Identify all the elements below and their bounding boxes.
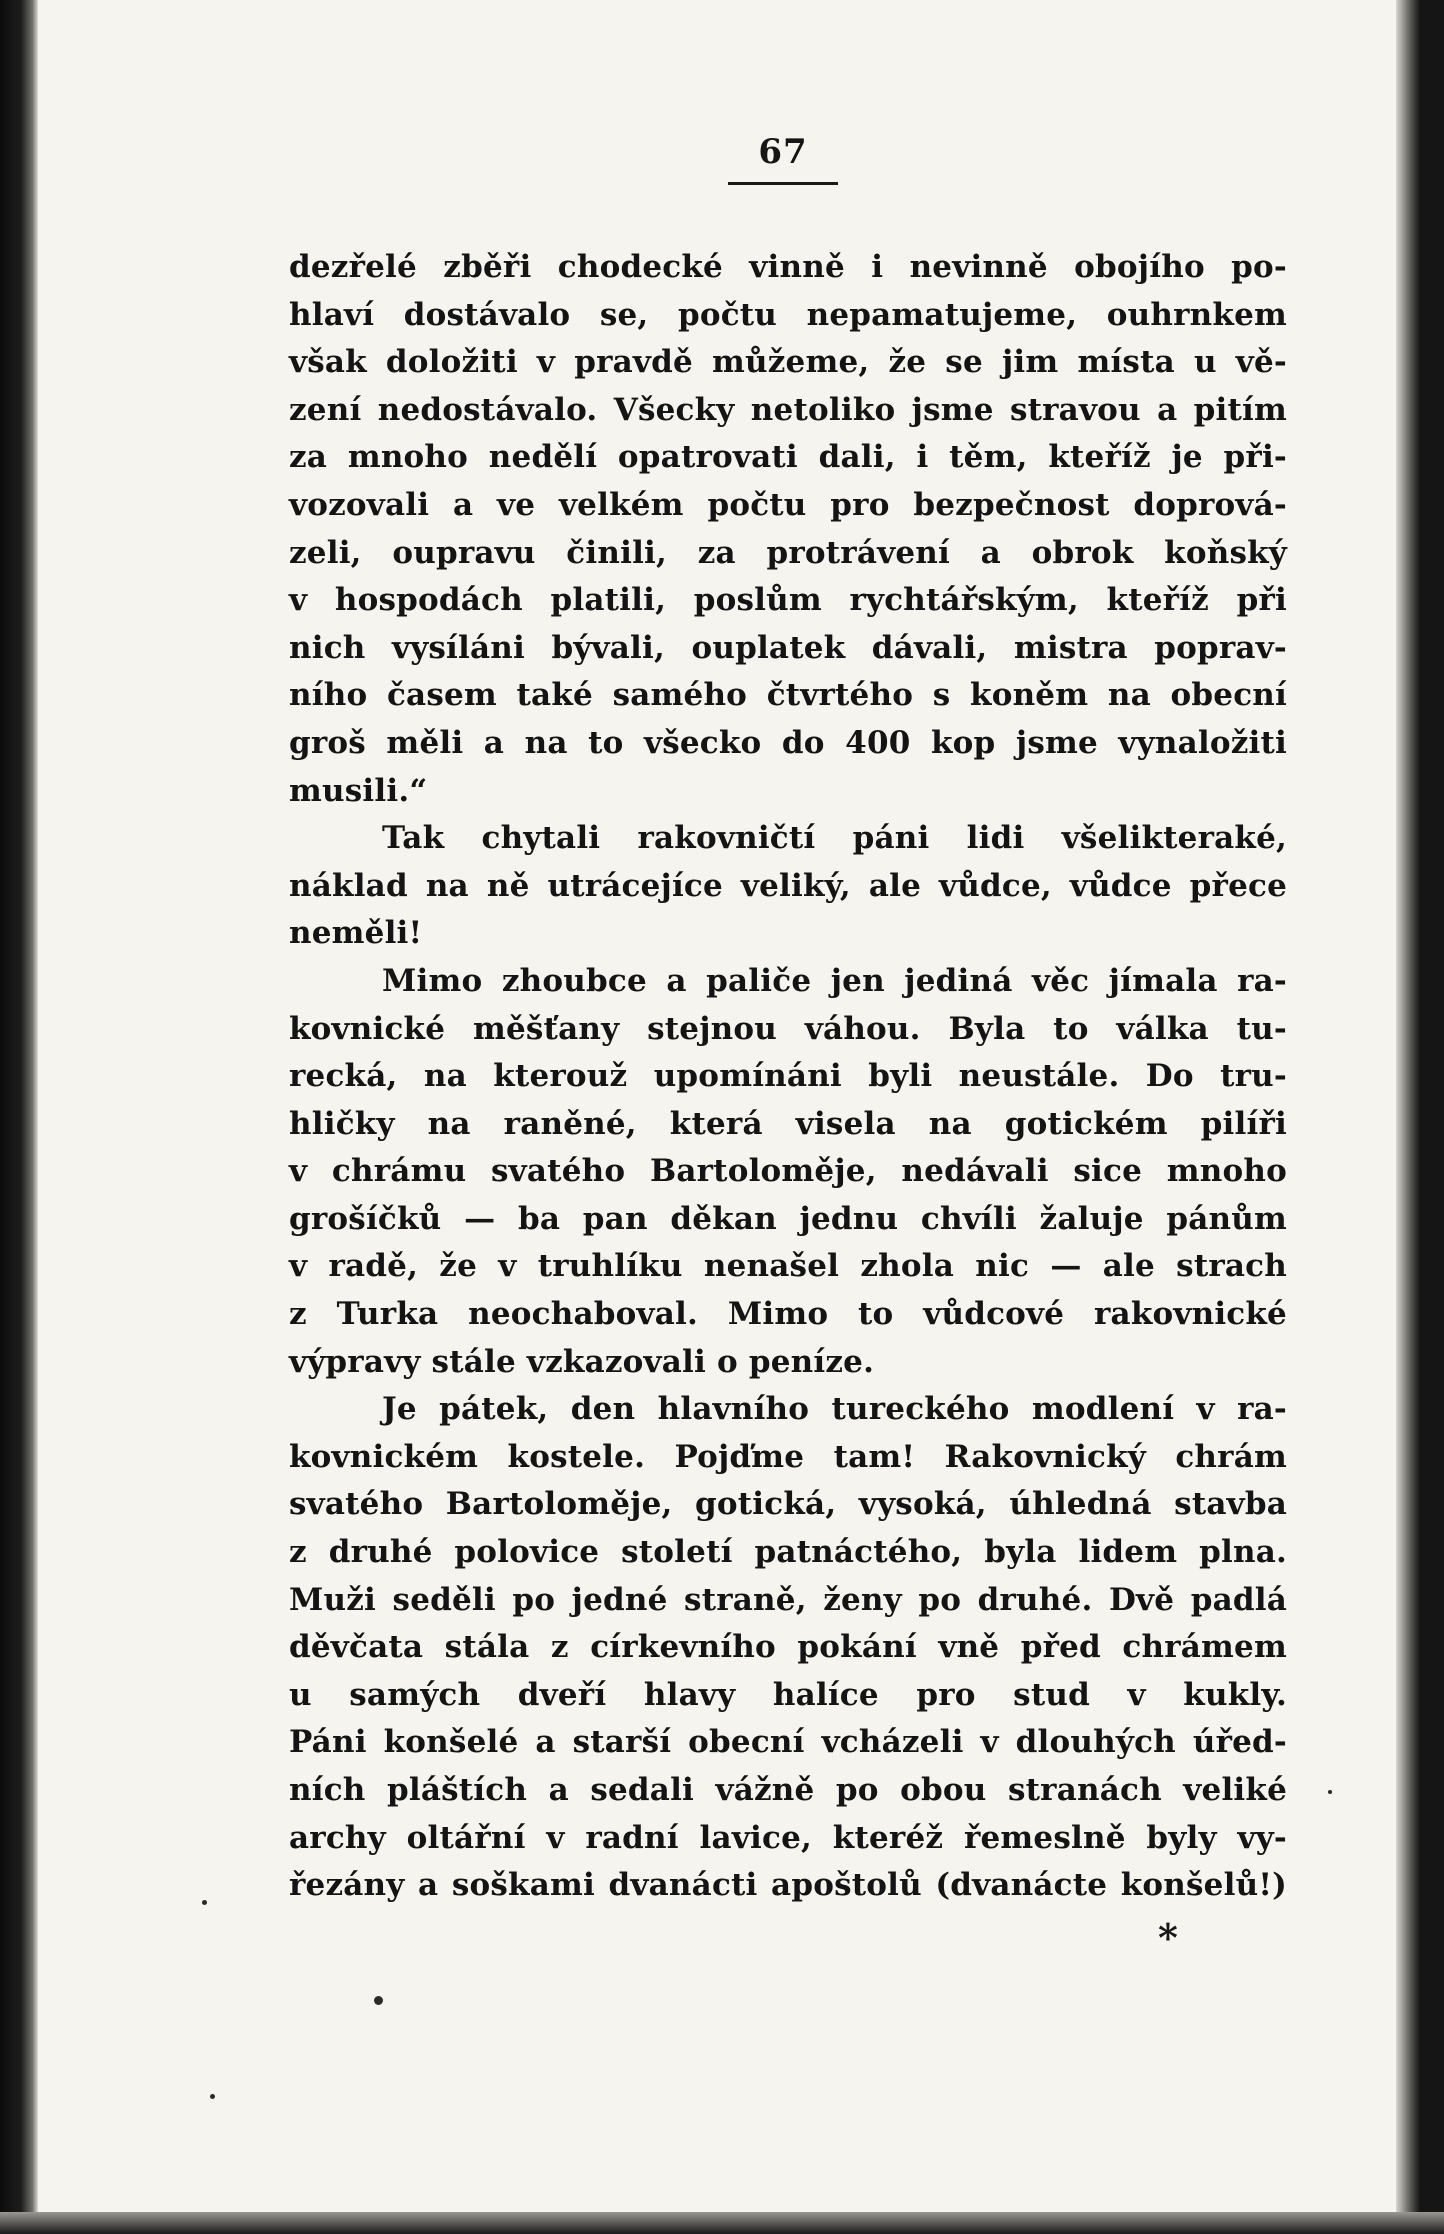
text-line: zení nedostávalo. Všecky netoliko jsme stravou a pitím — [289, 391, 1287, 428]
scan-speck — [202, 1900, 207, 1905]
scan-speck — [210, 2094, 215, 2099]
text-line: Je pátek, den hlavního tureckého modlení v ra- — [382, 1391, 1287, 1428]
text-line: z Turka neochaboval. Mimo to vůdcové rakovnické — [289, 1296, 1287, 1333]
book-spine-shadow — [0, 0, 38, 2234]
text-line: neměli! — [289, 915, 423, 952]
text-line: Muži seděli po jedné straně, ženy po druhé. Dvě padlá — [289, 1581, 1287, 1618]
text-line: Páni konšelé a starší obecní vcházeli v dlouhých úřed- — [289, 1724, 1287, 1761]
text-line: řezány a soškami dvanácti apoštolů (dvanácte konšelů!) — [289, 1867, 1287, 1904]
footer-asterisk: * — [1158, 1915, 1178, 1960]
text-line: dezřelé zběři chodecké vinně i nevinně obojího po- — [289, 249, 1287, 285]
page-edge-shadow — [1396, 0, 1420, 2234]
text-line: zeli, oupravu činili, za protrávení a obrok koňský — [289, 534, 1287, 571]
text-line: archy oltářní v radní lavice, kteréž řemeslně byly vy- — [289, 1819, 1287, 1856]
text-line: musili.“ — [289, 772, 428, 809]
text-line: Tak chytali rakovničtí páni lidi všelikteraké, — [382, 820, 1287, 857]
text-line: výpravy stále vzkazovali o peníze. — [289, 1343, 875, 1380]
text-line: u samých dveří hlavy halíce pro stud v kukly. — [289, 1676, 1287, 1713]
scan-speck — [1328, 1790, 1332, 1794]
text-line: nich vysíláni bývali, ouplatek dávali, mistra poprav- — [289, 629, 1287, 666]
text-line: kovnické měšťany stejnou váhou. Byla to válka tu- — [289, 1010, 1287, 1047]
text-line: grošíčků — ba pan děkan jednu chvíli žaluje pánům — [289, 1200, 1287, 1237]
page-number: 67 — [758, 132, 808, 172]
page-number-rule — [728, 182, 838, 185]
text-line: groš měli a na to všecko do 400 kop jsme vynaložiti — [289, 724, 1287, 761]
text-line: z druhé polovice století patnáctého, byla lidem plna. — [289, 1534, 1287, 1571]
bottom-edge-shadow — [0, 2212, 1444, 2234]
text-line: recká, na kterouž upomínáni byli neustále. Do tru- — [289, 1058, 1287, 1095]
text-line: však doložiti v pravdě můžeme, že se jim místa u vě- — [289, 344, 1287, 381]
text-line: v hospodách platili, poslům rychtářským, kteříž při — [289, 582, 1287, 619]
text-line: za mnoho nedělí opatrovati dali, i těm, kteříž je při- — [289, 439, 1287, 476]
book-page — [38, 0, 1420, 2234]
text-line: v radě, že v truhlíku nenašel zhola nic — ale strach — [289, 1248, 1287, 1285]
text-line: kovnickém kostele. Pojďme tam! Rakovnický chrám — [289, 1438, 1287, 1475]
text-line: ních pláštích a sedali vážně po obou stranách veliké — [289, 1772, 1287, 1808]
text-line: hličky na raněné, která visela na gotickém pilíři — [289, 1105, 1287, 1142]
body-text — [289, 244, 1287, 1910]
scan-speck — [374, 1996, 383, 2005]
text-line: svatého Bartoloměje, gotická, vysoká, úhledná stavba — [289, 1486, 1287, 1523]
text-line: v chrámu svatého Bartoloměje, nedávali sice mnoho — [289, 1153, 1287, 1190]
text-line: hlaví dostávalo se, počtu nepamatujeme, ouhrnkem — [289, 296, 1287, 333]
text-line: náklad na ně utrácejíce veliký, ale vůdce, vůdce přece — [289, 867, 1287, 904]
text-line: Mimo zhoubce a paliče jen jediná věc jímala ra- — [382, 962, 1287, 999]
text-line: vozovali a ve velkém počtu pro bezpečnost doprová- — [289, 486, 1287, 523]
text-line: děvčata stála z církevního pokání vně před chrámem — [289, 1629, 1287, 1666]
text-line: ního časem také samého čtvrtého s koněm na obecní — [289, 677, 1287, 714]
